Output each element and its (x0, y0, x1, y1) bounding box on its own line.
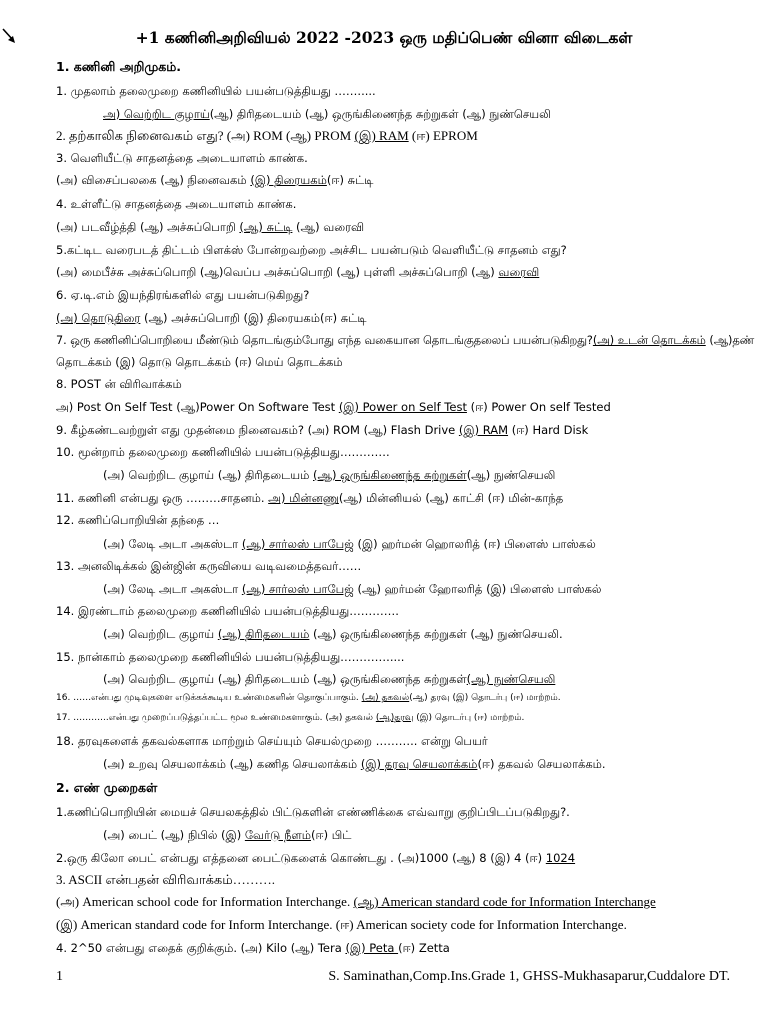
question-line (103, 756, 606, 772)
question-line (103, 827, 351, 843)
question-line (56, 264, 539, 280)
line-text: 3. வெளியீட்டு சாதனத்தை அடையாளம் காண்க. (56, 151, 308, 165)
answer-underlined: (இ) RAM (458, 423, 509, 437)
line-text: (அ) உறவு செயலாக்கம் (ஆ) கணித செயலாக்கம் (103, 757, 361, 771)
line-text: (ஆ) திரிதடையம் (ஆ) ஒருங்கிணைந்த சுற்றுகள் (ஆ) நுண்செயலி (209, 107, 551, 121)
question-line (56, 172, 373, 188)
answer-underlined: அ) வெற்றிட குழாய் (103, 107, 210, 121)
line-text: 16. ……என்பது முடிவுகளை எடுக்கக்கூடிய உண்மைகளின் தொகுப்பாகும். (56, 693, 362, 703)
question-line (56, 710, 524, 726)
question-line (56, 894, 656, 910)
answer-underlined: (அ) தகவல் (361, 693, 410, 703)
line-text: (அ) லேடி அடா அகஸ்டா (103, 537, 242, 551)
question-line (56, 850, 575, 866)
footer-author: S. Saminathan,Comp.Ins.Grade 1, GHSS-Mukhasaparur,Cuddalore DT. (328, 969, 730, 984)
line-text: (இ) American standard code for Inform Interchange. (ஈ) American society code for Information Interchange. (56, 917, 627, 932)
answer-underlined: (இ) RAM (354, 128, 409, 143)
line-text: (ஆ) ஹர்மன் ஹோலரித் (இ) பிளைஸ் பாஸ்கல் (353, 582, 602, 596)
answer-underlined: 1024 (545, 851, 576, 865)
answer-underlined: வரைவி (498, 265, 540, 279)
answer-underlined: (ஆ) ஒருங்கிணைந்த சுற்றுகள் (313, 468, 467, 482)
line-text: 2. தற்காலிக நினைவகம் எது? (அ) ROM (ஆ) PROM (56, 128, 355, 143)
question-line (56, 242, 567, 258)
line-text: 13. அனலிடிக்கல் இன்ஜின் கருவியை வடிவமைத்தவர்…… (56, 559, 362, 573)
answer-underlined: (ஆ) சார்லஸ் பாபேஜ் (241, 582, 354, 596)
answer-underlined: (ஆ) சுட்டி (239, 220, 293, 234)
line-text: (அ) படவீழ்த்தி (ஆ) அச்சுப்பொறி (56, 220, 240, 234)
answer-underlined: (ஆ) நுண்செயலி (466, 672, 556, 686)
line-text: (ஈ) சுட்டி (326, 173, 374, 187)
section-heading (56, 59, 181, 75)
line-text: (ஆ) மின்னியல் (ஆ) காட்சி (ஈ) மின்-காந்த (338, 491, 564, 505)
line-text: அ) Post On Self Test (ஆ)Power On Software Test (56, 400, 339, 414)
question-line (56, 310, 367, 326)
page-number: 1 (56, 969, 63, 984)
question-line (103, 106, 551, 122)
line-text: (ஆ) நுண்செயலி (466, 468, 556, 482)
answer-underlined: (ஆ) American standard code for Information Interchange (353, 894, 656, 909)
question-line (56, 558, 361, 574)
line-text: (ஈ) EPROM (408, 128, 478, 143)
answer-underlined: (இ) Peta (345, 941, 399, 955)
question-line (56, 603, 399, 619)
line-text: 5.கட்டிட வரைபடத் திட்டம் பிளக்ஸ் போன்றவற்றை அச்சிட பயன்படும் வெளியீட்டு சாதனம் எது? (56, 243, 567, 257)
line-text: (ஆ) வரைவி (292, 220, 365, 234)
line-text: 2. எண் முறைகள் (56, 780, 158, 795)
line-text: (அ) லேடி அடா அகஸ்டா (103, 582, 242, 596)
question-line (56, 733, 488, 749)
answer-underlined: (ஆ)தரவு (375, 713, 414, 723)
question-line (56, 150, 308, 166)
line-text: (ஆ) தரவு (இ) தொடர்பு (ஈ) மாற்றம். (409, 693, 561, 703)
line-text: 1. முதலாம் தலைமுறை கணினியில் பயன்படுத்தியது ……..... (56, 84, 376, 98)
line-text: 12. கணிப்பொறியின் தந்தை … (56, 513, 220, 527)
line-text: (ஈ) Zetta (398, 941, 450, 955)
section-heading (56, 780, 157, 796)
line-text: 15. நான்காம் தலைமுறை கணினியில் பயன்படுத்தியது…………..... (56, 650, 405, 664)
question-line (103, 671, 555, 687)
answer-underlined: (அ) தொடுதிரை (56, 311, 141, 325)
document-title: +1 கணினிஅறிவியல் 2022 -2023 ஒரு மதிப்பெண் வினா விடைகள் (135, 28, 633, 47)
line-text: 3. ASCII என்பதன் விரிவாக்கம்………. (56, 872, 275, 887)
answer-underlined: வேர்டு நீளம் (244, 828, 311, 842)
line-text: 8. POST ன் விரிவாக்கம் (56, 377, 182, 391)
line-text: 1.கணிப்பொறியின் மையச் செயலகத்தில் பிட்டுகளின் எண்ணிக்கை எவ்வாறு குறிப்பிடப்படுகிறது?. (56, 805, 570, 819)
question-line (56, 376, 182, 392)
answer-underlined: (இ) திரையகம் (250, 173, 327, 187)
line-text: 4. உள்ளீட்டு சாதனத்தை அடையாளம் காண்க. (56, 197, 297, 211)
question-line (103, 536, 596, 552)
question-line (56, 490, 563, 506)
line-text: 10. மூன்றாம் தலைமுறை கணினியில் பயன்படுத்தியது…………. (56, 445, 390, 459)
line-text: (அ) American school code for Information Interchange. (56, 894, 354, 909)
line-text: (ஆ) அச்சுப்பொறி (இ) திரையகம்(ஈ) சுட்டி (140, 311, 367, 325)
question-line (56, 872, 275, 888)
line-text: (ஈ) தகவல் செயலாக்கம். (477, 757, 606, 771)
answer-underlined: (இ) தரவு செயலாக்கம் (360, 757, 478, 771)
line-text: (அ) விசைப்பலகை (ஆ) நினைவகம் (56, 173, 251, 187)
question-line (103, 626, 563, 642)
line-text: (ஈ) Hard Disk (508, 423, 589, 437)
line-text: 18. தரவுகளைக் தகவல்களாக மாற்றும் செய்யும் செயல்முறை ……….. என்று பெயர் (56, 734, 488, 748)
line-text: 7. ஒரு கணினிப்பொறியை மீண்டும் தொடங்கும்போது எந்த வகையான தொடங்குதலைப் பயன்படுகிறது? (56, 334, 593, 347)
line-text: (அ) வெற்றிட குழாய் (103, 627, 218, 641)
question-line (103, 581, 601, 597)
question-line (56, 422, 588, 438)
line-text: (ஈ) பிட் (310, 828, 352, 842)
question-line (56, 333, 754, 349)
answer-underlined: அ) மின்னணு (268, 491, 339, 505)
question-line (56, 354, 343, 370)
question-line (56, 399, 611, 415)
line-text: 6. ஏ.டி.எம் இயந்திரங்களில் எது பயன்படுகிறது? (56, 288, 310, 302)
answer-underlined: (இ) Power on Self Test (338, 400, 467, 414)
question-line (56, 128, 478, 144)
line-text: (ஆ)தண் (705, 334, 754, 347)
line-text: (ஆ) ஒருங்கிணைந்த சுற்றுகள் (ஆ) நுண்செயலி. (309, 627, 563, 641)
answer-underlined: (ஆ) சார்லஸ் பாபேஜ் (241, 537, 354, 551)
line-text: 2.ஒரு கிலோ பைட் என்பது எத்தனை பைட்டுகளைக் கொண்டது . (அ)1000 (ஆ) 8 (இ) 4 (ஈ) (56, 851, 546, 865)
line-text: 1. கணினி அறிமுகம். (56, 59, 182, 74)
line-text: (இ) ஹர்மன் ஹொலரித் (ஈ) பிளைஸ் பாஸ்கல் (353, 537, 596, 551)
question-line (56, 804, 570, 820)
line-text: 11. கணினி என்பது ஒரு ………சாதனம். (56, 491, 269, 505)
line-text: (அ) மைபீச்சு அச்சுப்பொறி (ஆ)வெப்ப அச்சுப்பொறி (ஆ) புள்ளி அச்சுப்பொறி (ஆ) (56, 265, 499, 279)
question-line (56, 444, 390, 460)
question-line (56, 287, 309, 303)
question-line (56, 196, 296, 212)
line-text: (அ) வெற்றிட குழாய் (ஆ) திரிதடையம் (103, 468, 313, 482)
question-line (56, 83, 376, 99)
question-line (56, 219, 364, 235)
question-line (56, 649, 404, 665)
line-text: 14. இரண்டாம் தலைமுறை கணினியில் பயன்படுத்தியது…………. (56, 604, 399, 618)
question-line (103, 467, 555, 483)
line-text: தொடக்கம் (இ) தொடு தொடக்கம் (ஈ) மெய் தொடக்கம் (56, 355, 343, 369)
line-text: (ஈ) Power On self Tested (466, 400, 611, 414)
line-text: 9. கீழ்கண்டவற்றுள் எது முதன்மை நினைவகம்? (அ) ROM (ஆ) Flash Drive (56, 423, 459, 437)
question-line (56, 512, 219, 528)
line-text: (இ) தொடர்பு (ஈ) மாற்றம். (413, 713, 525, 723)
question-line (56, 940, 450, 956)
line-text: (அ) பைட் (ஆ) நிபில் (இ) (103, 828, 245, 842)
line-text: (அ) வெற்றிட குழாய் (ஆ) திரிதடையம் (ஆ) ஒருங்கிணைந்த சுற்றுகள் (103, 672, 467, 686)
line-text: 17. ………...என்பது முறைப்படுத்தப்பட்ட மூல உண்மைகளாகும். (அ) தகவல் (56, 713, 376, 723)
answer-underlined: (அ) உடன் தொடக்கம் (592, 334, 706, 347)
question-line (56, 917, 627, 933)
question-line (56, 690, 561, 706)
line-text: 4. 2^50 என்பது எதைக் குறிக்கும். (அ) Kilo (ஆ) Tera (56, 941, 346, 955)
answer-underlined: (ஆ) திரிதடையம் (217, 627, 310, 641)
